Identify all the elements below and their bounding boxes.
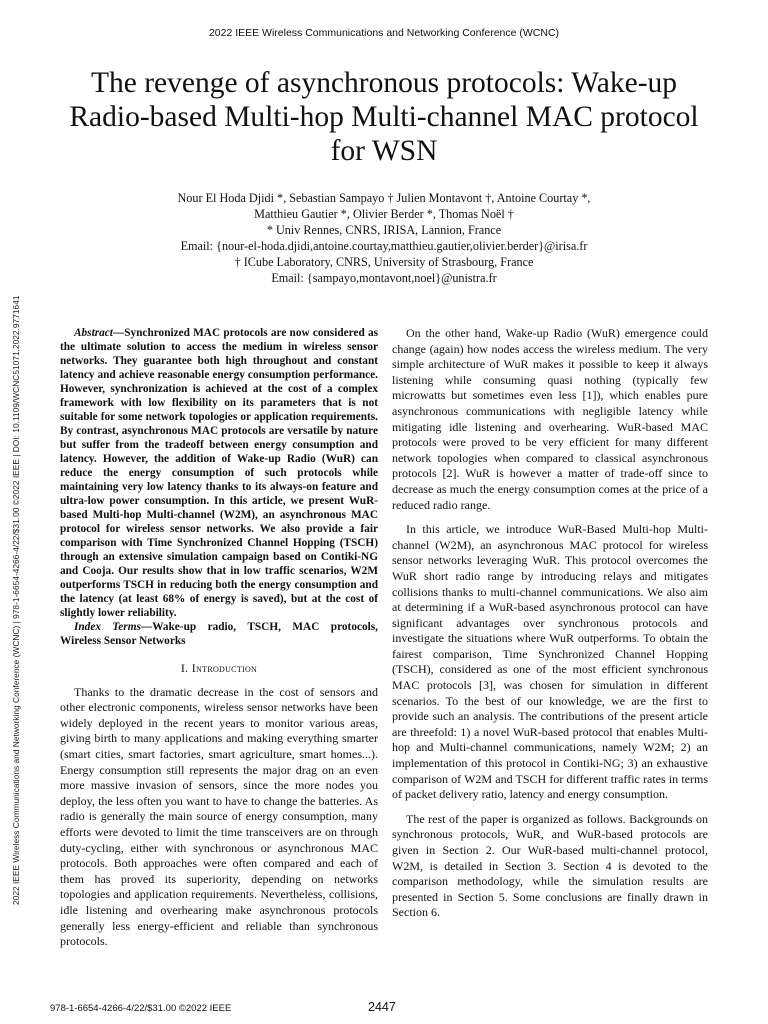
side-margin-note: 2022 IEEE Wireless Communications and Networking Conference (WCNC) | 978-1-6654-4266-4/22/$31.00 ©2022 IEEE | DOI: 10.1109/WCNC51071.2022.9771641	[11, 295, 21, 905]
index-terms-label: Index Terms	[74, 621, 141, 633]
left-column	[60, 326, 378, 950]
footer-copyright: 978-1-6654-4266-4/22/$31.00 ©2022 IEEE	[50, 1003, 232, 1014]
author-line-1: Nour El Hoda Djidi *, Sebastian Sampayo † Julien Montavont †, Antoine Courtay *,	[177, 191, 591, 205]
section-heading-introduction: I. Introduction	[180, 661, 258, 675]
affiliation-1: * Univ Rennes, CNRS, IRISA, Lannion, France	[266, 223, 502, 237]
email-1: Email: {nour-el-hoda.djidi,antoine.courtay,matthieu.gautier,olivier.berder}@irisa.fr	[180, 239, 588, 253]
index-terms-text: —Wake-up radio, TSCH, MAC protocols, Wireless Sensor Networks	[60, 621, 378, 647]
email-2: Email: {sampayo,montavont,noel}@unistra.fr	[271, 271, 497, 285]
intro-paragraph-1: Thanks to the dramatic decrease in the cost of sensors and other electronic components, wireless sensor networks have been widely deployed in the recent years to monitor various areas, giving birth to many applications and making everything smarter (smart cities, smart factories, smart agriculture, smart homes...). Energy consumption still represents the major drag on an even more massive invasion of sensors, since the more nodes you deploy, the less often you want to have to change the batteries. As radio is generally the main source of energy consumption, many efforts were devoted to limit the time transceivers are on through duty-cycling, either with synchronous or asynchronous MAC protocols. Both approaches were often compared and each of them has proved its superiority, depending on networks topologies and application requirements. Nevertheless, collisions, idle listening and overhearing make asynchronous protocols generally less energy-efficient and reliable than synchronous protocols.	[60, 684, 378, 949]
page-number: 2447	[368, 1000, 396, 1014]
affiliation-2: † ICube Laboratory, CNRS, University of Strasbourg, France	[234, 255, 534, 269]
abstract-label: Abstract	[74, 327, 113, 339]
abstract-text: —Synchronized MAC protocols are now considered as the ultimate solution to access the medium in wireless sensor networks. They guarantee both high throughout and constant latency and achieve reasonable energy consumption performance. However, synchronization is achieved at the cost of a complex framework with low flexibility on its parameters that is not suitable for some network topologies or application requirements. By contrast, asynchronous MAC protocols are versatile by nature but suffer from the tradeoff between energy consumption and latency. However, the addition of Wake-up Radio (WuR) can reduce the energy consumption of such protocols while maintaining very low latency thanks to its always-on feature and ultra-low power consumption. In this article, we present WuR-based Multi-hop Multi-channel (W2M), an asynchronous MAC protocol for wireless sensor networks. We also provide a fair comparison with Time Synchronized Channel Hopping (TSCH) through an extensive simulation campaign based on Contiki-NG and Cooja. Our results show that in low traffic scenarios, W2M outperforms TSCH in reducing both the energy consumption and the latency (at least 68% of energy is saved), but at the cost of slightly lower reliability.	[60, 327, 378, 619]
paper-title: The revenge of asynchronous protocols: Wake-up Radio-based Multi-hop Multi-channel MAC protocol for WSN	[69, 67, 699, 167]
index-terms	[60, 620, 378, 648]
author-block	[60, 190, 708, 286]
intro-paragraph-4: The rest of the paper is organized as follows. Backgrounds on synchronous protocols, WuR, and WuR-based protocols are given in Section 2. Our WuR-based multi-channel protocol, W2M, is detailed in Section 3. Section 4 is devoted to the comparison methodology, while the simulation results are presented in Section 5. Some conclusions are finally drawn in Section 6.	[392, 811, 708, 920]
abstract	[60, 326, 378, 620]
conference-header: 2022 IEEE Wireless Communications and Networking Conference (WCNC)	[208, 27, 560, 39]
intro-paragraph-2: On the other hand, Wake-up Radio (WuR) emergence could change (again) how nodes access the wireless medium. The very simple architecture of WuR makes it possible to keep it always listening while consuming quasi nothing (typically few microwatts but sometimes even less [1]), which enables pure asynchronous communications with negligible latency while mitigating idle listening and overhearing. WuR-based MAC protocols were proved to be very efficient for many different network topologies when compared to classical asynchronous protocols [2]. WuR is however a matter of trade-off since to decrease as much the energy consumption comes at the price of a reduced radio range.	[392, 326, 708, 512]
right-column	[392, 326, 708, 921]
intro-paragraph-3: In this article, we introduce WuR-Based Multi-hop Multi-channel (W2M), an asynchronous MAC protocol for wireless sensor networks leveraging WuR. This protocol overcomes the WuR short radio range by introducing relays and mitigates collisions thanks to multi-channel communications. We also aim at determining if a WuR-based asynchronous protocol can have significant advantages over synchronous protocols and investigate the situations where WuR outperforms. To obtain the fairest comparison, Time Synchronized Channel Hopping (TSCH), considered as one of the most efficient synchronous MAC protocols [3], was chosen for simulation in different scenarios. To the best of our knowledge, we are the first to provide such an analysis. The contributions of the present article are threefold: 1) a novel WuR-based protocol that enables Multi-hop and Multi-channel communications, namely W2M; 2) an implementation of this protocol in Contiki-NG; 3) an exhaustive comparison of W2M and TSCH for different traffic rates in terms of packet delivery ratio, latency and energy consumption.	[392, 522, 708, 802]
author-line-2: Matthieu Gautier *, Olivier Berder *, Thomas Noël †	[254, 207, 514, 221]
